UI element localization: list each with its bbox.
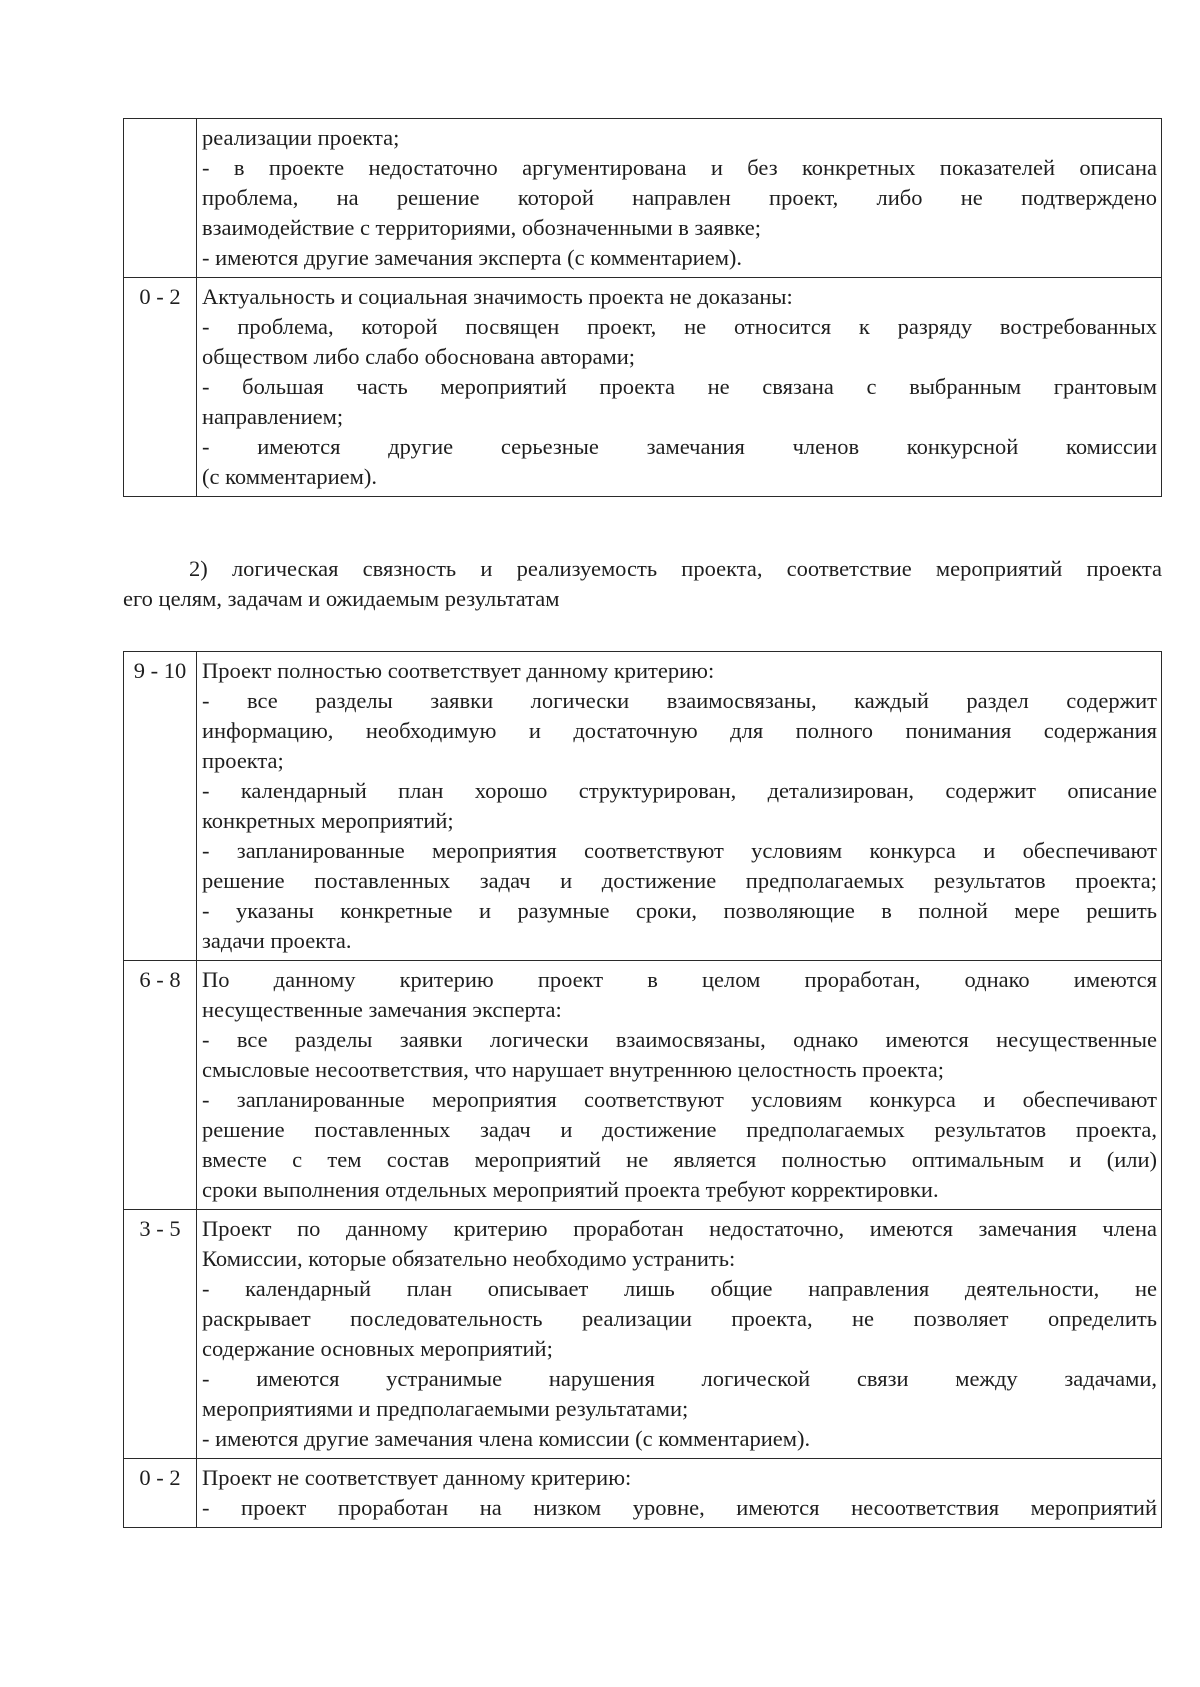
description-line: - проект проработан на низком уровне, имеются несоответствия мероприятий: [202, 1495, 1157, 1520]
score-cell: 3 - 5: [124, 1210, 197, 1459]
description-line: конкретных мероприятий;: [202, 808, 454, 833]
criteria-row: [124, 119, 1162, 278]
criteria-table-bottom: [123, 651, 1162, 1528]
description-line: смысловые несоответствия, что нарушает внутреннюю целостность проекта;: [202, 1057, 944, 1082]
criteria-row: [124, 1210, 1162, 1459]
criteria-row: [124, 652, 1162, 961]
description-line: обществом либо слабо обоснована авторами;: [202, 344, 636, 369]
description-line: - проблема, которой посвящен проект, не относится к разряду востребованных: [202, 314, 1157, 339]
description-line: направлением;: [202, 404, 344, 429]
score-cell: 6 - 8: [124, 961, 197, 1210]
criterion-heading: [123, 554, 1162, 614]
description-line: решение поставленных задач и достижение предполагаемых результатов проекта,: [202, 1117, 1157, 1142]
description-line: сроки выполнения отдельных мероприятий проекта требуют корректировки.: [202, 1177, 939, 1202]
description-line: Комиссии, которые обязательно необходимо устранить:: [202, 1246, 736, 1271]
description-line: задачи проекта.: [202, 928, 352, 953]
description-line: мероприятиями и предполагаемыми результатами;: [202, 1396, 689, 1421]
description-line: - календарный план хорошо структурирован, детализирован, содержит описание: [202, 778, 1157, 803]
description-line: решение поставленных задач и достижение предполагаемых результатов проекта;: [202, 868, 1157, 893]
description-line: Актуальность и социальная значимость проекта не доказаны:: [202, 284, 793, 309]
description-line: информацию, необходимую и достаточную для полного понимания содержания: [202, 718, 1157, 743]
description-line: проблема, на решение которой направлен проект, либо не подтверждено: [202, 185, 1157, 210]
description-line: - имеются другие серьезные замечания членов конкурсной комиссии: [202, 434, 1157, 459]
description-line: - все разделы заявки логически взаимосвязаны, однако имеются несущественные: [202, 1027, 1157, 1052]
description-line: По данному критерию проект в целом проработан, однако имеются: [202, 967, 1157, 992]
description-line: - указаны конкретные и разумные сроки, позволяющие в полной мере решить: [202, 898, 1157, 923]
criteria-row: [124, 961, 1162, 1210]
description-line: Проект по данному критерию проработан недостаточно, имеются замечания члена: [202, 1216, 1157, 1241]
description-line: реализации проекта;: [202, 125, 400, 150]
score-cell: [124, 119, 197, 278]
description-line: - большая часть мероприятий проекта не связана с выбранным грантовым: [202, 374, 1157, 399]
criterion-heading-line-2: его целям, задачам и ожидаемым результатам: [123, 586, 560, 611]
score-cell: 0 - 2: [124, 1459, 197, 1528]
description-line: - имеются устранимые нарушения логической связи между задачами,: [202, 1366, 1157, 1391]
description-cell: [197, 119, 1162, 278]
description-cell: [197, 1210, 1162, 1459]
description-line: - имеются другие замечания эксперта (с комментарием).: [202, 245, 743, 270]
description-line: - в проекте недостаточно аргументирована и без конкретных показателей описана: [202, 155, 1157, 180]
description-line: - календарный план описывает лишь общие направления деятельности, не: [202, 1276, 1157, 1301]
description-line: раскрывает последовательность реализации проекта, не позволяет определить: [202, 1306, 1157, 1331]
description-line: Проект полностью соответствует данному критерию:: [202, 658, 715, 683]
description-line: проекта;: [202, 748, 284, 773]
criterion-heading-line-1: 2) логическая связность и реализуемость проекта, соответствие мероприятий проекта: [189, 556, 1162, 581]
description-line: (с комментарием).: [202, 464, 377, 489]
description-line: - все разделы заявки логически взаимосвязаны, каждый раздел содержит: [202, 688, 1157, 713]
criteria-row: [124, 278, 1162, 497]
description-cell: [197, 278, 1162, 497]
criteria-table-top: [123, 118, 1162, 497]
description-line: вместе с тем состав мероприятий не является полностью оптимальным и (или): [202, 1147, 1157, 1172]
description-line: взаимодействие с территориями, обозначенными в заявке;: [202, 215, 761, 240]
description-line: Проект не соответствует данному критерию:: [202, 1465, 632, 1490]
description-line: - имеются другие замечания члена комиссии (с комментарием).: [202, 1426, 811, 1451]
description-line: - запланированные мероприятия соответствуют условиям конкурса и обеспечивают: [202, 1087, 1157, 1112]
description-line: содержание основных мероприятий;: [202, 1336, 553, 1361]
score-cell: 0 - 2: [124, 278, 197, 497]
score-cell: 9 - 10: [124, 652, 197, 961]
description-cell: [197, 652, 1162, 961]
description-cell: [197, 961, 1162, 1210]
description-cell: [197, 1459, 1162, 1528]
description-line: - запланированные мероприятия соответствуют условиям конкурса и обеспечивают: [202, 838, 1157, 863]
criteria-row: [124, 1459, 1162, 1528]
description-line: несущественные замечания эксперта:: [202, 997, 562, 1022]
